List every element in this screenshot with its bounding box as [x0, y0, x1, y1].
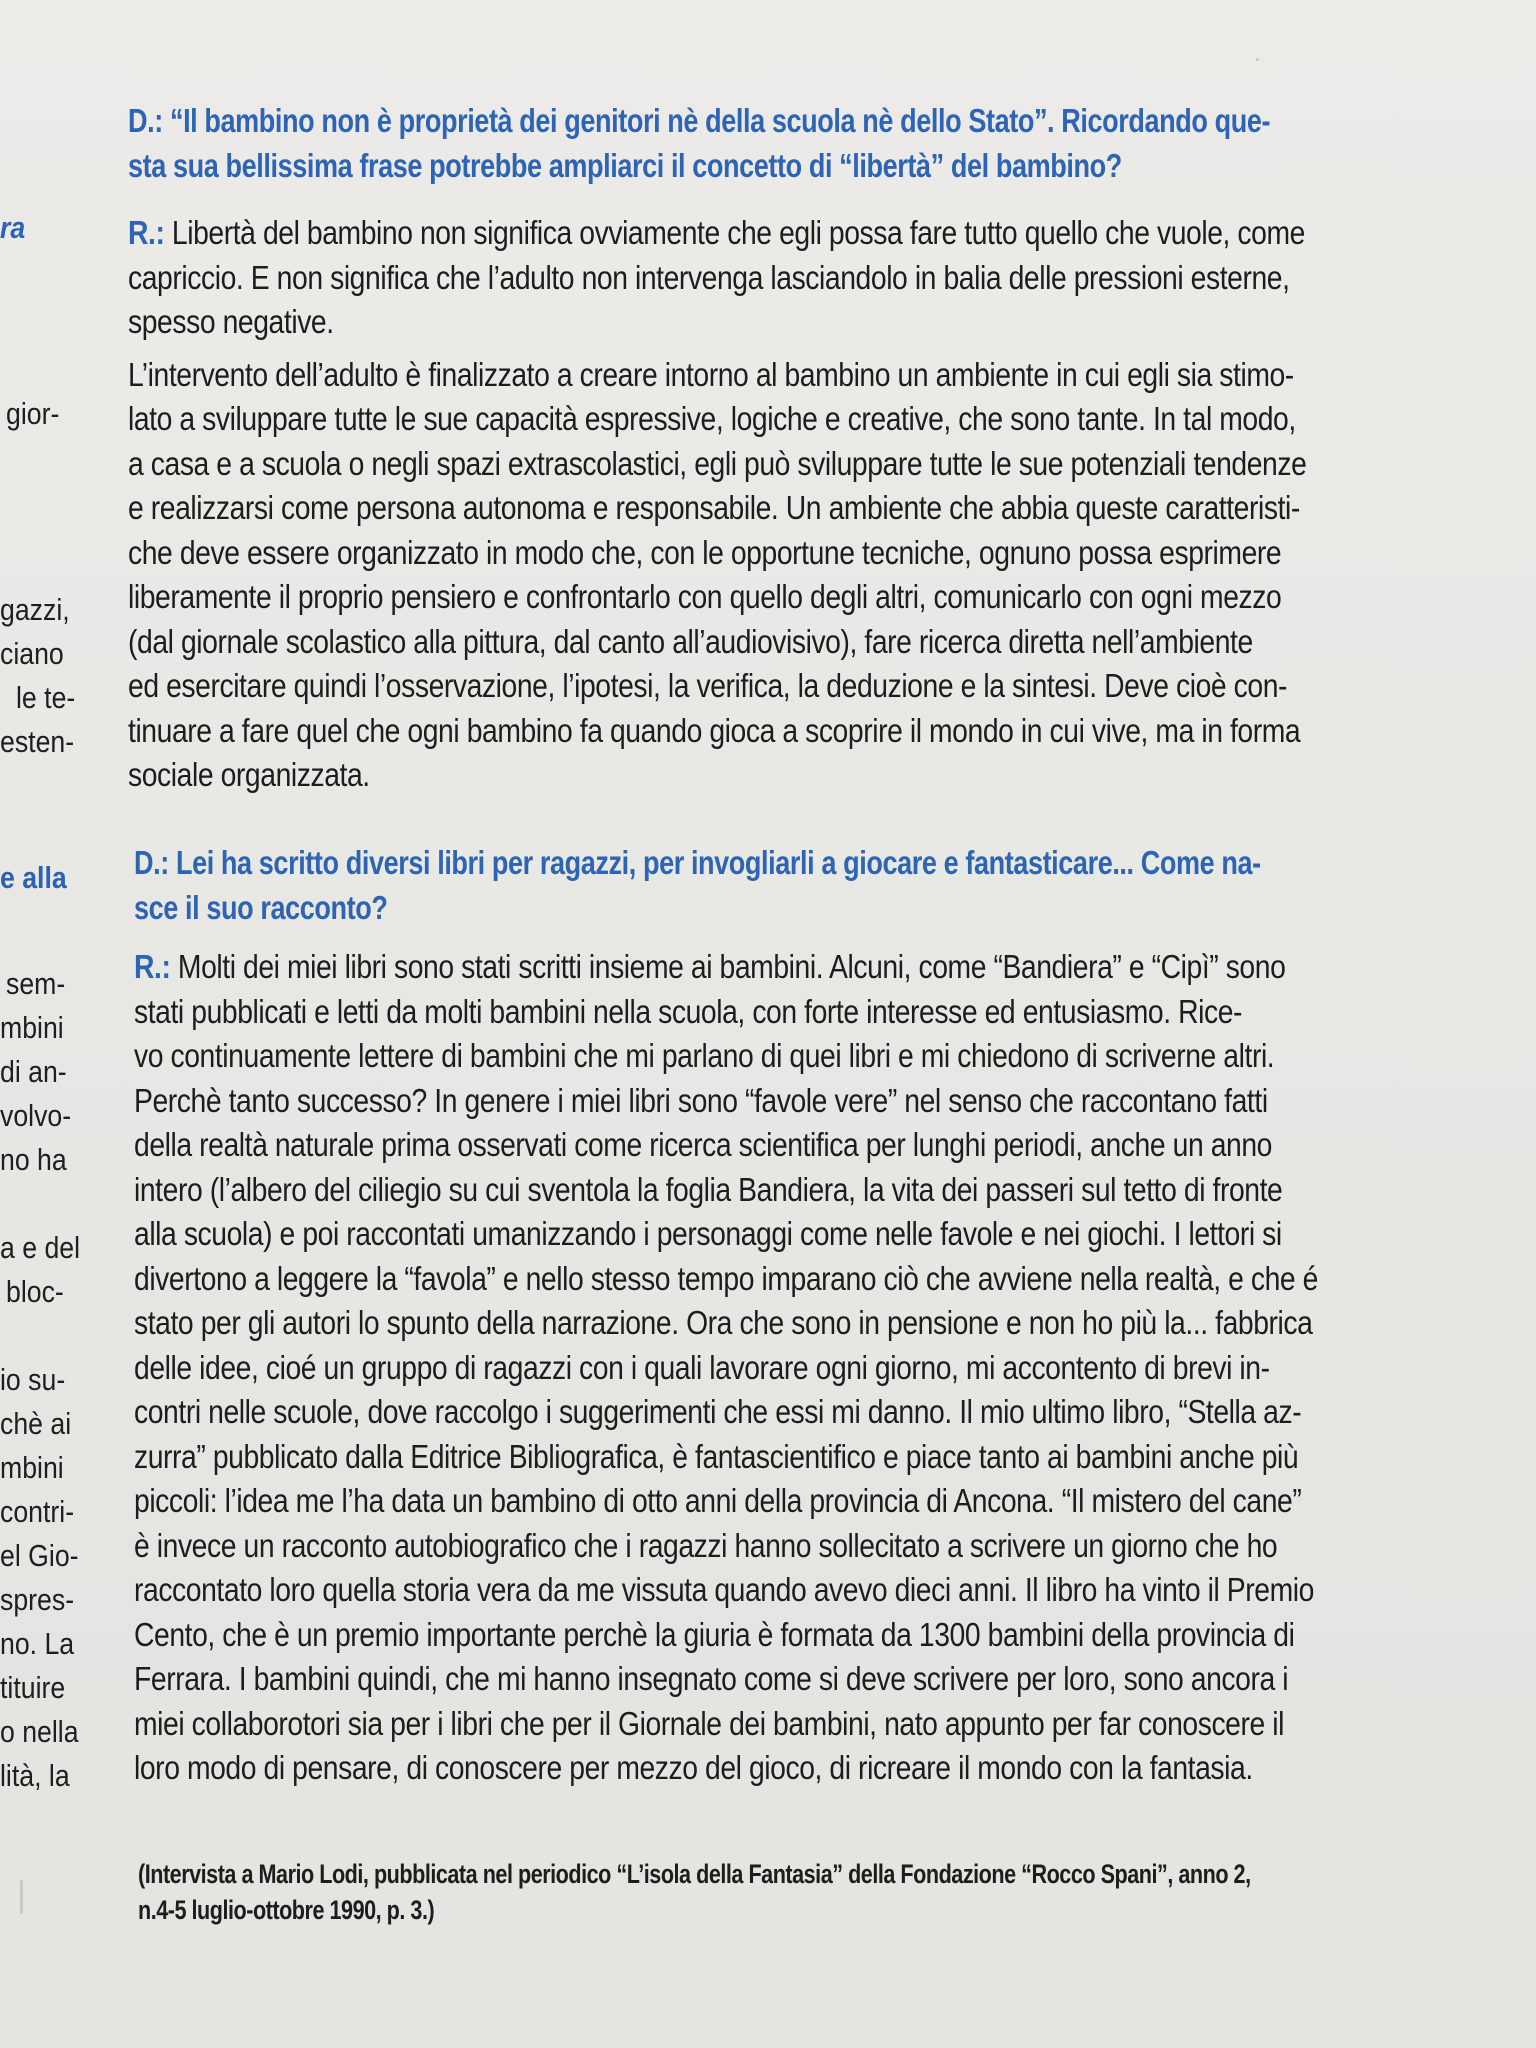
- answer-line: stati pubblicati e letti da molti bambini nella scuola, con forte interesse ed entusiasmo. Rice-: [134, 993, 1243, 1031]
- margin-fragment: mbini: [0, 1010, 64, 1045]
- margin-fragment: le te-: [16, 680, 76, 715]
- answer-line: ed esercitare quindi l’osservazione, l’ipotesi, la verifica, la deduzione e la sintesi. Deve cioè con-: [128, 668, 1288, 705]
- margin-fragment: ra: [0, 210, 26, 245]
- margin-fragment: gazzi,: [0, 592, 70, 627]
- answer-line: raccontato loro quella storia vera da me vissuta quando avevo dieci anni. Il libro ha vinto il Premio: [134, 1572, 1314, 1609]
- margin-fragment: el Gio-: [0, 1538, 79, 1573]
- question-1: [128, 98, 1420, 188]
- answer-line: divertono a leggere la “favola” e nello stesso tempo imparano ciò che avviene nella realtà, e che é: [134, 1260, 1318, 1298]
- surface-mark: [1256, 58, 1259, 61]
- margin-fragment: gior-: [6, 396, 60, 431]
- answer-line: R.: Libertà del bambino non significa ovviamente che egli possa fare tutto quello che vuole, come: [128, 215, 1305, 252]
- margin-fragment: lità, la: [0, 1758, 70, 1793]
- margin-fragment: no. La: [0, 1626, 75, 1661]
- question-line: sce il suo racconto?: [134, 889, 388, 926]
- answer-line: zurra” pubblicato dalla Editrice Bibliografica, è fantascientifico e piace tanto ai bambini anche più: [134, 1438, 1299, 1476]
- answer-2: [134, 946, 1426, 1792]
- margin-fragment: spres-: [0, 1582, 75, 1617]
- answer-line: a casa e a scuola o negli spazi extrascolastici, egli può sviluppare tutte le sue potenziali tendenze: [128, 445, 1307, 483]
- answer-line: alla scuola) e poi raccontati umanizzando i personaggi come nelle favole e nei giochi. I lettori si: [134, 1216, 1282, 1253]
- margin-fragment: chè ai: [0, 1406, 72, 1441]
- question-line: D.: “Il bambino non è proprietà dei genitori nè della scuola nè dello Stato”. Ricordando que-: [128, 102, 1271, 139]
- margin-fragment: io su-: [0, 1362, 66, 1397]
- answer-1: [128, 212, 1420, 799]
- answer-line: che deve essere organizzato in modo che, con le opportune tecniche, ognuno possa esprimere: [128, 534, 1282, 572]
- answer-line: stato per gli autori lo spunto della narrazione. Ora che sono in pensione e non ho più la... fabbrica: [134, 1305, 1313, 1342]
- answer-line: capriccio. E non significa che l’adulto non intervenga lasciandolo in balia delle pressioni esterne,: [128, 259, 1290, 297]
- answer-line: lato a sviluppare tutte le sue capacità espressive, logiche e creative, che sono tante. In tal modo,: [128, 401, 1296, 438]
- margin-fragment: o nella: [0, 1714, 79, 1749]
- margin-fragment: tituire: [0, 1670, 66, 1705]
- margin-fragment: e alla: [0, 860, 67, 895]
- answer-line: R.: Molti dei miei libri sono stati scritti insieme ai bambini. Alcuni, come “Bandiera” e “Cipì” sono: [134, 949, 1286, 986]
- answer-line: Perchè tanto successo? In genere i miei libri sono “favole vere” nel senso che raccontano fatti: [134, 1082, 1268, 1120]
- margin-fragment: ciano: [0, 636, 64, 671]
- answer-line: piccoli: l’idea me l’ha data un bambino di otto anni della provincia di Ancona. “Il mistero del cane”: [134, 1483, 1302, 1520]
- question-line: D.: Lei ha scritto diversi libri per ragazzi, per invogliarli a giocare e fantasticare... Come na-: [134, 844, 1261, 881]
- answer-line: tinuare a fare quel che ogni bambino fa quando gioca a scoprire il mondo in cui vive, ma in forma: [128, 712, 1301, 750]
- margin-fragment: di an-: [0, 1054, 67, 1089]
- margin-fragment: esten-: [0, 724, 75, 759]
- answer-line: Ferrara. I bambini quindi, che mi hanno insegnato come si deve scrivere per loro, sono ancora i: [134, 1661, 1289, 1698]
- citation: [138, 1856, 1430, 1928]
- answer-line: delle idee, cioé un gruppo di ragazzi con i quali lavorare ogni giorno, mi accontento di brevi in-: [134, 1349, 1270, 1387]
- answer-line: vo continuamente lettere di bambini che mi parlano di quei libri e mi chiedono di scriverne altri.: [134, 1038, 1275, 1075]
- answer-line: miei collaborotori sia per i libri che per il Giornale dei bambini, nato appunto per far conoscere il: [134, 1705, 1285, 1743]
- answer-line: loro modo di pensare, di conoscere per mezzo del gioco, di ricreare il mondo con la fantasia.: [134, 1750, 1253, 1787]
- answer-line: (dal giornale scolastico alla pittura, dal canto all’audiovisivo), fare ricerca diretta nell’ambiente: [128, 623, 1253, 661]
- question-2: [134, 840, 1426, 930]
- answer-line: della realtà naturale prima osservati come ricerca scientifica per lunghi periodi, anche un anno: [134, 1127, 1272, 1164]
- margin-fragment: sem-: [6, 966, 66, 1001]
- margin-fragment: contri-: [0, 1494, 75, 1529]
- answer-line: è invece un racconto autobiografico che i ragazzi hanno sollecitato a scrivere un giorno che ho: [134, 1527, 1278, 1565]
- citation-line: n.4-5 luglio-ottobre 1990, p. 3.): [138, 1895, 435, 1925]
- margin-fragment: a e del: [0, 1230, 81, 1265]
- answer-line: Cento, che è un premio importante perchè la giuria è formata da 1300 bambini della provincia di: [134, 1616, 1295, 1654]
- margin-fragment: no ha: [0, 1142, 67, 1177]
- citation-line: (Intervista a Mario Lodi, pubblicata nel periodico “L’isola della Fantasia” della Fondazione “Rocco Spani”, anno 2,: [138, 1859, 1251, 1889]
- answer-line: intero (l’albero del ciliegio su cui sventola la foglia Bandiera, la vita dei passeri sul tetto di fronte: [134, 1171, 1283, 1209]
- answer-line: sociale organizzata.: [128, 757, 370, 794]
- surface-mark: [20, 1880, 23, 1914]
- answer-label: R.:: [128, 215, 165, 252]
- question-line: sta sua bellissima frase potrebbe ampliarci il concetto di “libertà” del bambino?: [128, 147, 1122, 184]
- answer-line: contri nelle scuole, dove raccolgo i suggerimenti che essi mi danno. Il mio ultimo libro, “Stella az-: [134, 1394, 1302, 1431]
- answer-line: L’intervento dell’adulto è finalizzato a creare intorno al bambino un ambiente in cui egli sia stimo-: [128, 356, 1294, 394]
- margin-fragment: bloc-: [6, 1274, 64, 1309]
- answer-label: R.:: [134, 949, 171, 986]
- answer-line: spesso negative.: [128, 304, 334, 341]
- margin-fragment: mbini: [0, 1450, 64, 1485]
- answer-line: e realizzarsi come persona autonoma e responsabile. Un ambiente che abbia queste caratteristi-: [128, 490, 1300, 527]
- margin-fragment: volvo-: [0, 1098, 72, 1133]
- answer-line: liberamente il proprio pensiero e confrontarlo con quello degli altri, comunicarlo con ogni mezzo: [128, 579, 1282, 616]
